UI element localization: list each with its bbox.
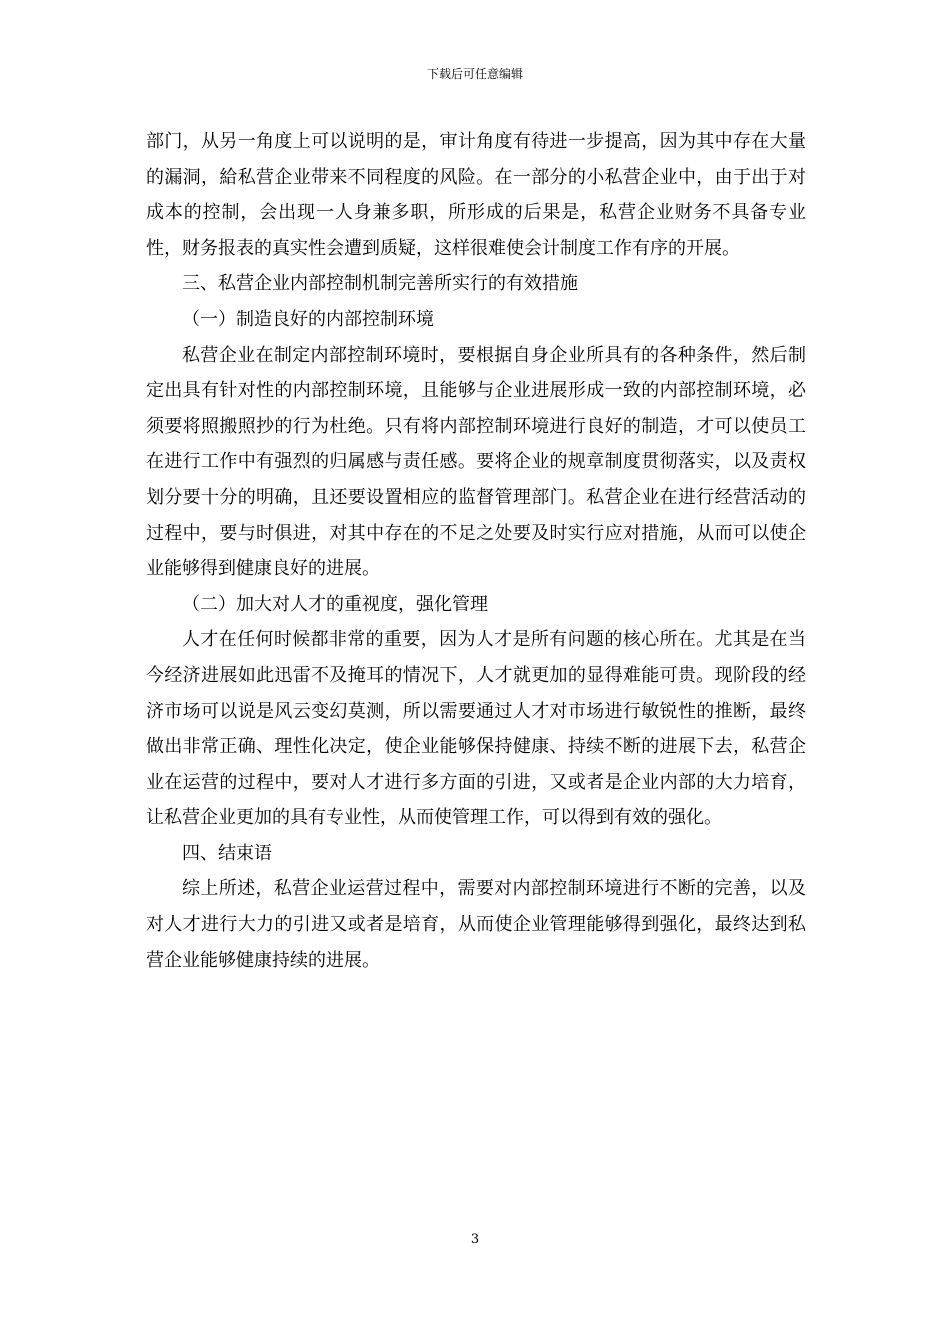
page-header: 下载后可任意编辑 <box>426 67 523 81</box>
page-number: 3 <box>470 1232 480 1247</box>
subsection-heading-2: （二）加大对人才的重视度，强化管理 <box>182 593 488 615</box>
paragraph-control-environment: 私营企业在制定内部控制环境时，要根据自身企业所具有的各种条件，然后制定出具有针对性的内部控制环境，且能够与企业进展形成一致的内部控制环境，必须要将照搬照抄的行为杜绝。只有将内部控制环境进行良好的制造，才可以使员工在进行工作中有强烈的归属感与责任感。要将企业的规章制度贯彻落实，以及责权划分要十分的明确，且还要设置相应的监督管理部门。私营企业在进行经营活动的过程中，要与时俱进，对其中存在的不足之处要及时实行应对措施，从而可以使企业能够得到健康良好的进展。 <box>146 344 806 580</box>
paragraph-continuation: 部门，从另一角度上可以说明的是，审计角度有待进一步提高，因为其中存在大量的漏洞，給私营企业带来不同程度的风险。在一部分的小私营企业中，由于出于对成本的控制，会出现一人身兼多职，所形成的后果是，私营企业财务不具备专业性，财务报表的真实性会遭到质疑，这样很难使会计制度工作有序的开展。 <box>146 131 806 259</box>
section-heading-3: 三、私营企业内部控制机制完善所实行的有效措施 <box>182 273 578 295</box>
paragraph-conclusion: 综上所述，私营企业运营过程中，需要对内部控制环境进行不断的完善，以及对人才进行大力的引进又或者是培育，从而使企业管理能够得到强化，最终达到私营企业能够健康持续的进展。 <box>146 878 806 971</box>
subsection-heading-1: （一）制造良好的内部控制环境 <box>182 308 434 330</box>
document-body <box>146 124 806 978</box>
section-heading-4: 四、结束语 <box>182 842 272 864</box>
paragraph-talent: 人才在任何时候都非常的重要，因为人才是所有问题的核心所在。尤其是在当今经济进展如此迅雷不及掩耳的情况下，人才就更加的显得难能可贵。现阶段的经济市场可以说是风云变幻莫测，所以需要通过人才对市场进行敏锐性的推断，最终做出非常正确、理性化决定，使企业能够保持健康、持续不断的进展下去，私营企业在运营的过程中，要对人才进行多方面的引进，又或者是企业内部的大力培育，让私营企业更加的具有专业性，从而使管理工作，可以得到有效的强化。 <box>146 629 806 829</box>
